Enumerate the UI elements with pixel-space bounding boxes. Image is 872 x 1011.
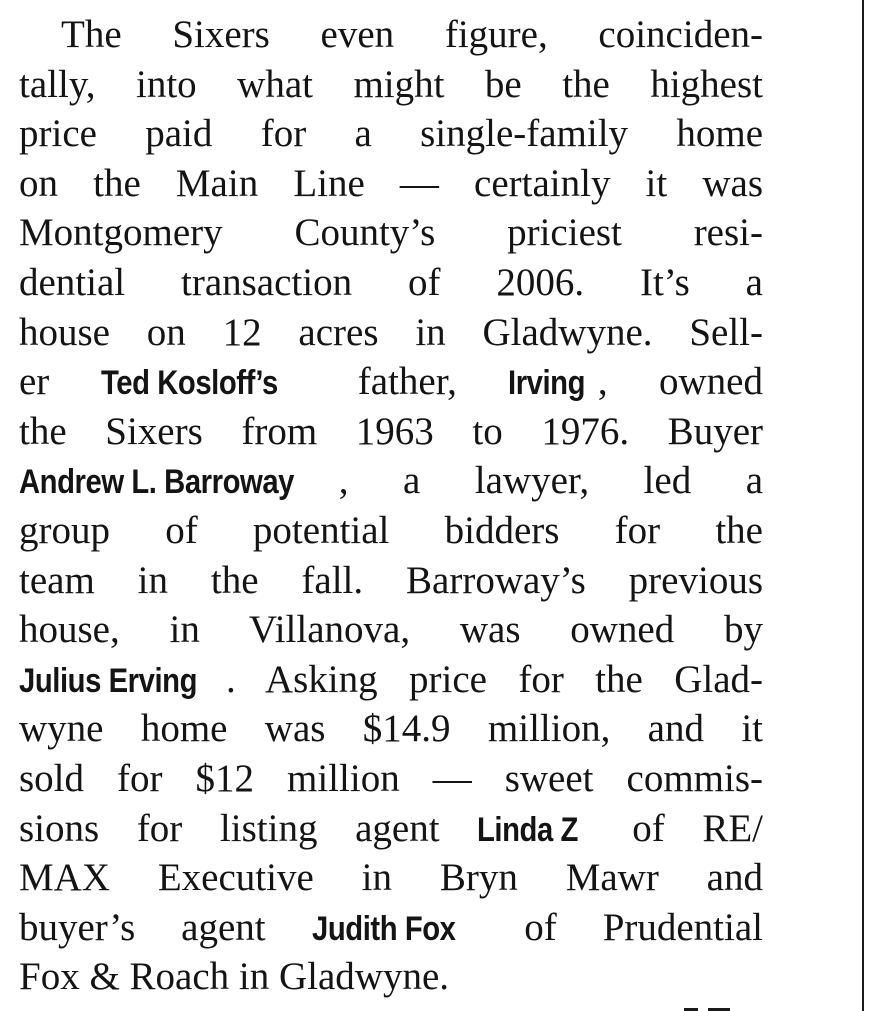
article-line [19,208,763,258]
text-run: , a lawyer, led a [338,459,763,503]
text-run: group of potential bidders for the [19,508,763,552]
bold-name-linda-z: Linda Z [477,810,579,849]
article-line [19,704,763,754]
article-line [19,109,763,159]
article-line [19,903,763,953]
cropped-next-text-fragment [684,998,744,1011]
text-run: MAX Executive in Bryn Mawr and [19,856,763,900]
text-run: price paid for a single-family home [19,112,763,156]
article-line [19,258,763,308]
article-line [19,308,763,358]
text-run: The Sixers even figure, coinciden- [61,13,763,56]
text-run: sold for $12 million — sweet commis- [19,756,763,800]
text-run: . Asking price for the Glad- [226,657,763,701]
text-run: Fox & Roach in Gladwyne. [19,955,450,999]
article-line [19,556,763,606]
article-line [19,506,763,556]
bold-name-julius-erving: Julius Erving [19,661,198,700]
article-line [19,804,763,854]
article-line [19,853,763,903]
bold-name-irving: Irving [508,364,586,403]
article-line [19,456,763,506]
text-run: wyne home was $14.9 million, and it [19,707,763,751]
text-run: on the Main Line — certainly it was [19,161,763,205]
bold-name-judith-fox: Judith Fox [311,909,456,948]
text-run: dential transaction of 2006. It’s a [19,260,763,304]
text-run: house, in Villanova, was owned by [19,608,763,652]
bold-name-ted-kosloff: Ted Kosloff’s [100,364,278,403]
bold-name-andrew-barroway: Andrew L. Barroway [19,463,294,502]
text-run: Montgomery County’s priciest resi- [19,211,763,255]
text-run: , owned [597,360,763,404]
text-run: buyer’s agent [19,905,312,949]
text-run: sions for listing agent [19,806,478,850]
text-run: team in the fall. Barroway’s previous [19,558,763,602]
article-line [19,407,763,457]
article-line [19,655,763,705]
article-line [19,159,763,209]
article-line [19,952,763,1002]
article-line [19,60,763,110]
article-line [19,357,763,407]
text-run: the Sixers from 1963 to 1976. Buyer [19,409,763,453]
article-line [19,754,763,804]
text-run: er [19,360,101,404]
text-run: of RE/ [594,806,763,850]
article-line [19,10,763,60]
text-run: of Prudential [478,905,763,949]
text-run: tally, into what might be the highest [19,62,763,106]
text-run: house on 12 acres in Gladwyne. Sell- [19,310,763,354]
article-line [19,605,763,655]
text-run: father, [306,360,509,404]
column-divider-rule [862,0,864,1011]
article-column [19,10,763,1002]
